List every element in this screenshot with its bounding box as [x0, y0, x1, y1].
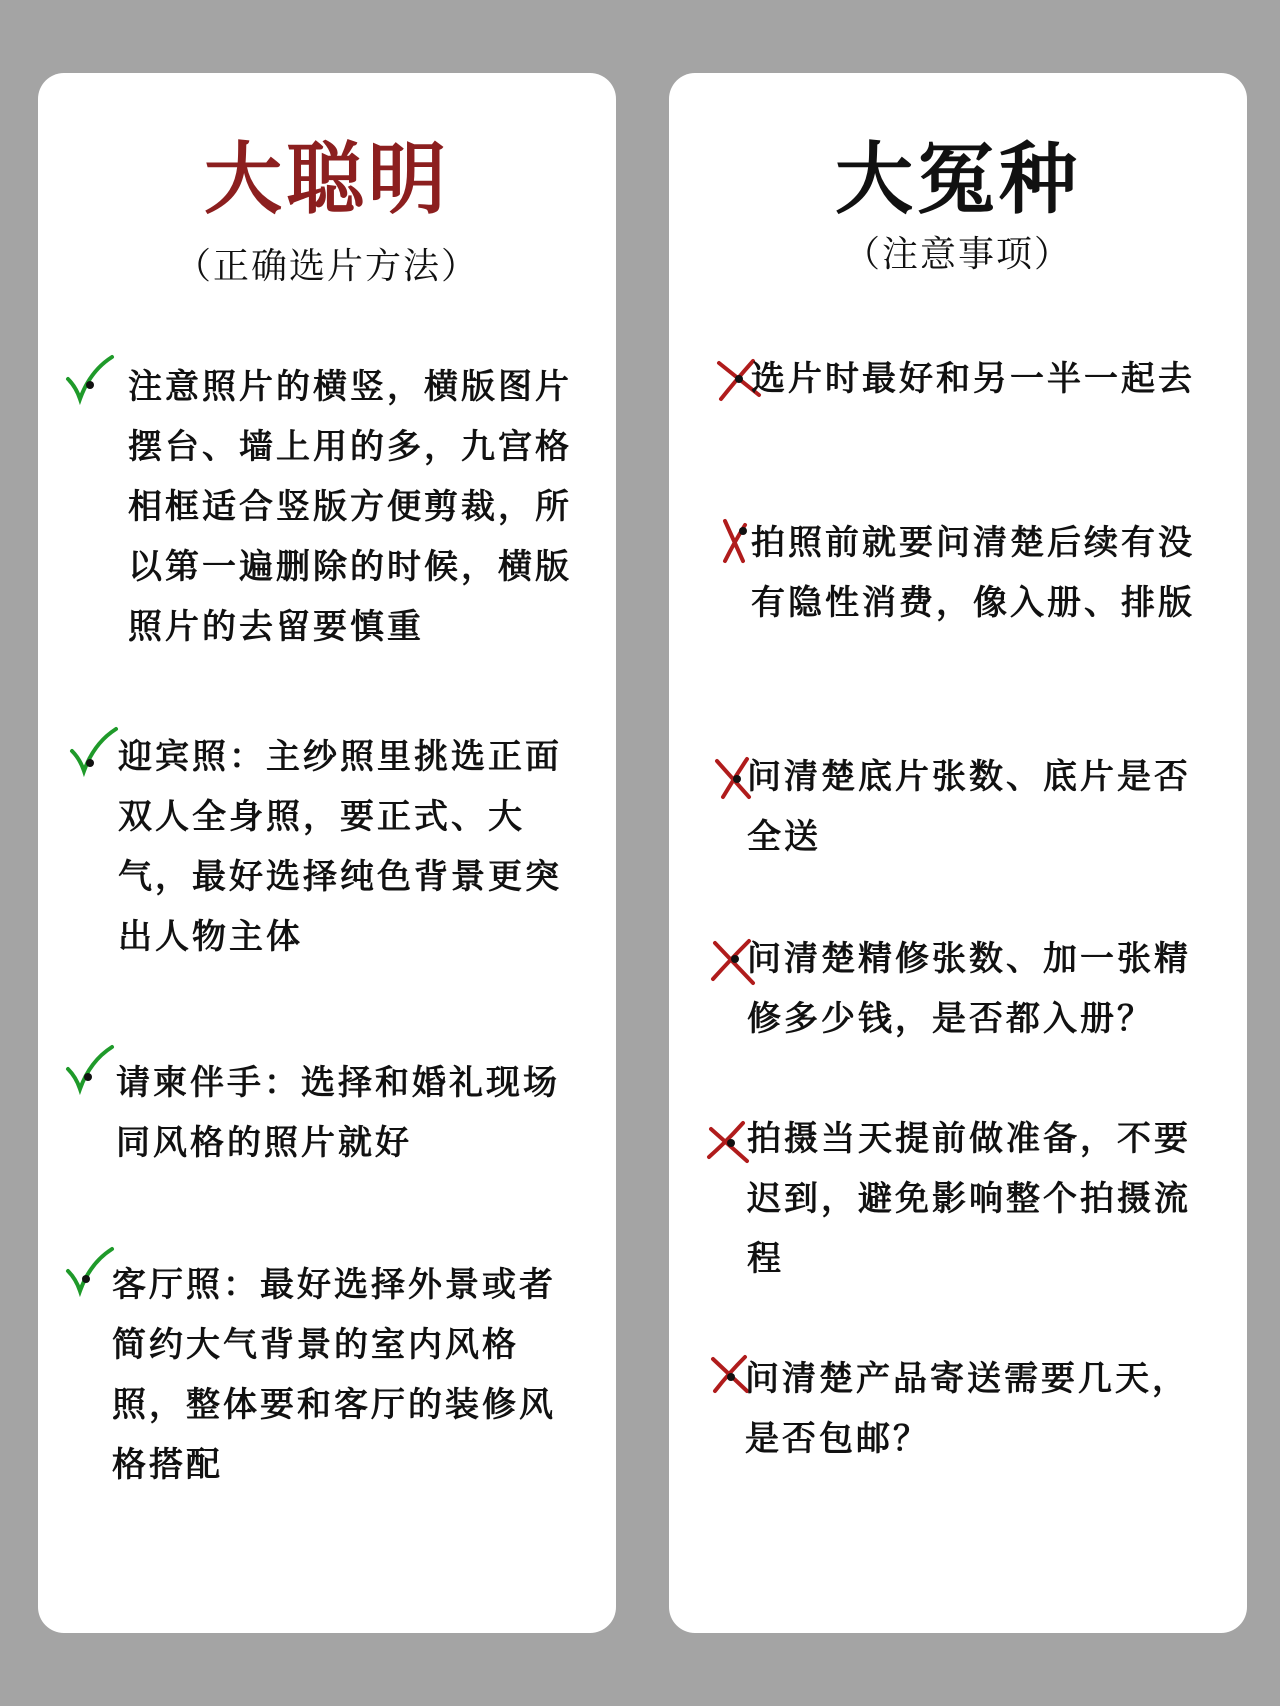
check-icon [64, 1245, 116, 1297]
precautions-panel [669, 73, 1247, 1633]
check-icon [64, 1043, 116, 1095]
list-item: 选片时最好和另一半一起去 [751, 359, 1195, 399]
list-item: 迎宾照：主纱照里挑选正面双人全身照，要正式、大气，最好选择纯色背景更突出人物主体 [118, 737, 562, 957]
check-icon [64, 353, 116, 405]
list-item: 问清楚产品寄送需要几天，是否包邮？ [745, 1359, 1189, 1459]
list-item: 拍摄当天提前做准备，不要迟到，避免影响整个拍摄流程 [747, 1119, 1191, 1279]
panel-subtitle: （正确选片方法） [174, 246, 479, 287]
list-item: 问清楚精修张数、加一张精修多少钱，是否都入册？ [747, 939, 1191, 1039]
list-item: 请柬伴手：选择和婚礼现场同风格的照片就好 [116, 1063, 560, 1163]
list-item: 拍照前就要问清楚后续有没有隐性消费，像入册、排版 [751, 523, 1195, 623]
panel-title: 大冤种 [834, 135, 1081, 225]
check-icon [68, 725, 120, 777]
list-item: 客厅照：最好选择外景或者简约大气背景的室内风格照，整体要和客厅的装修风格搭配 [112, 1265, 556, 1485]
list-item: 问清楚底片张数、底片是否全送 [747, 757, 1191, 857]
panel-subtitle: （注意事项） [843, 234, 1072, 275]
list-item: 注意照片的横竖，横版图片摆台、墙上用的多，九宫格相框适合竖版方便剪裁，所以第一遍删除的时候，横版照片的去留要慎重 [128, 367, 572, 647]
correct-method-panel [38, 73, 616, 1633]
panel-title: 大聪明 [203, 135, 450, 225]
